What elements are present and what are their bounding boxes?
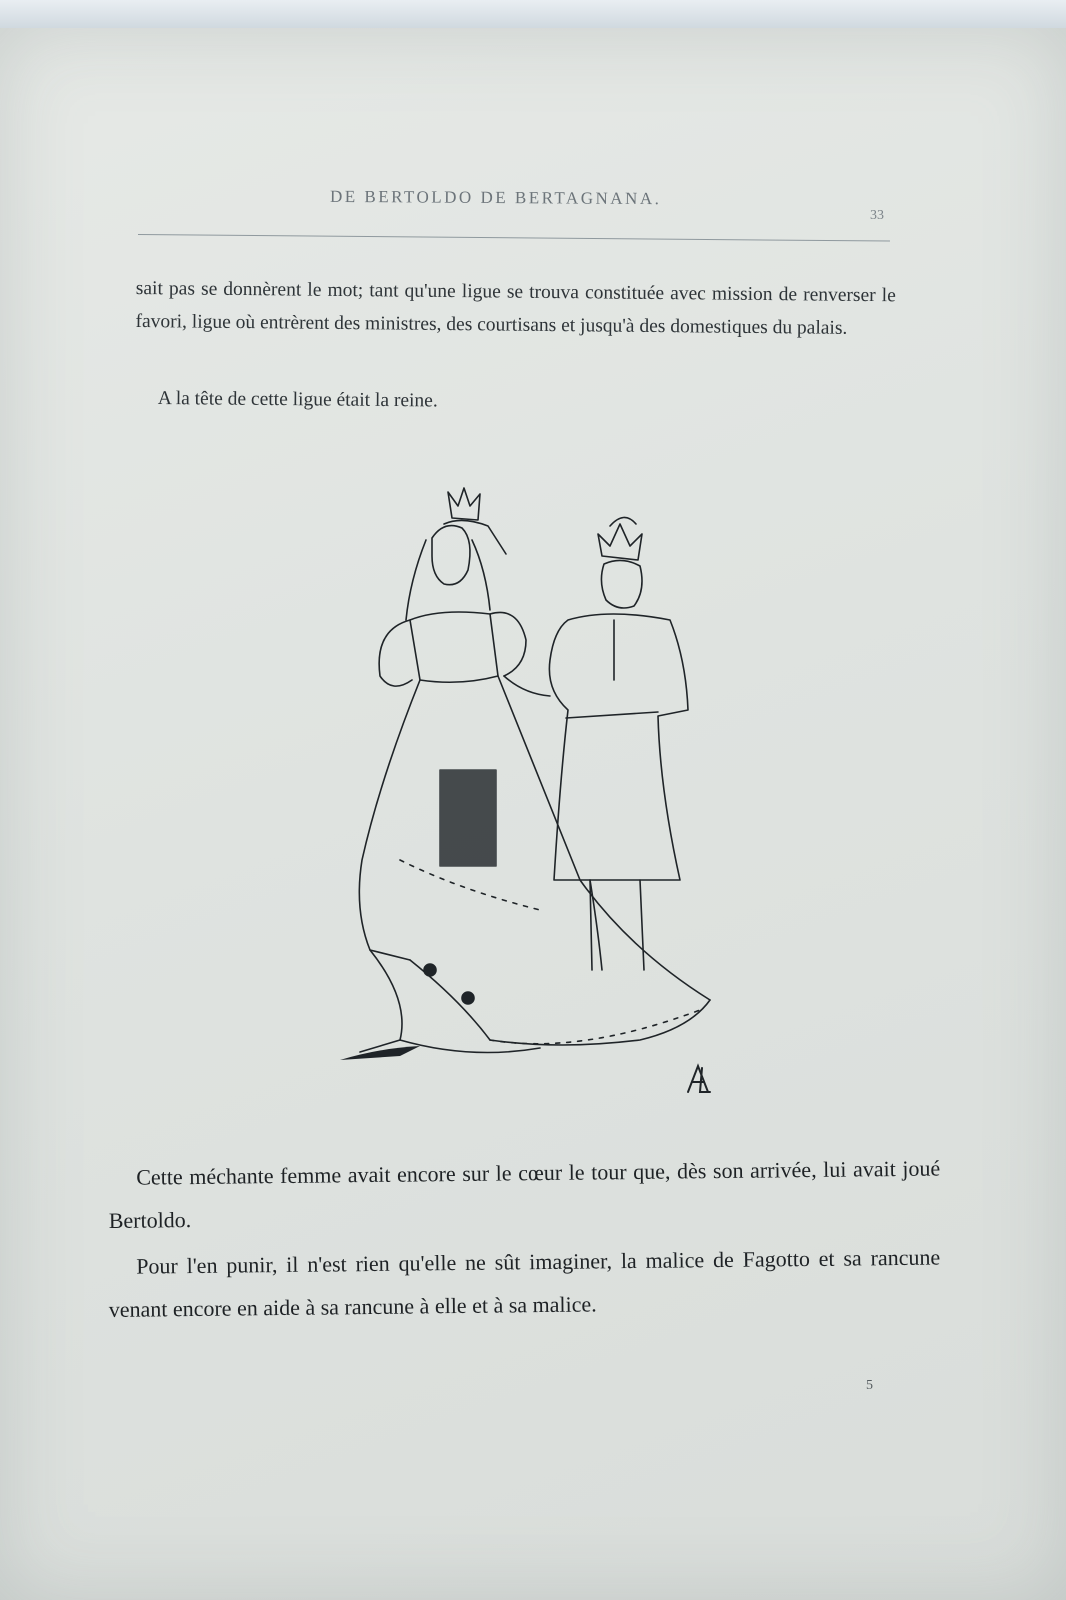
paragraph-3-text: Cette méchante femme avait encore sur le cœur le tour que, dès son arrivée, lui avait joué Bertoldo. [108, 1155, 941, 1233]
paragraph-2: A la tête de cette ligue était la reine. [157, 387, 438, 412]
artist-monogram [684, 1062, 712, 1096]
running-head: DE BERTOLDO DE BERTAGNANA. [329, 186, 662, 209]
signature-mark: 5 [866, 1378, 873, 1393]
page-number: 33 [870, 208, 884, 223]
paragraph-4-text: Pour l'en punir, il n'est rien qu'elle ne sût imaginer, la malice de Fagotto et sa rancune venant encore en aide à sa rancune à elle et à sa malice. [108, 1244, 941, 1322]
paragraph-4 [108, 1236, 941, 1331]
queen-and-king-illustration [340, 480, 730, 1100]
paragraph-3 [108, 1147, 941, 1242]
paragraph-1: sait pas se donnèrent le mot; tant qu'une ligue se trouva constituée avec mission de renverser le favori, ligue où entrèrent des ministres, des courtisans et jusqu'à des domestiques du palais. [135, 277, 896, 339]
